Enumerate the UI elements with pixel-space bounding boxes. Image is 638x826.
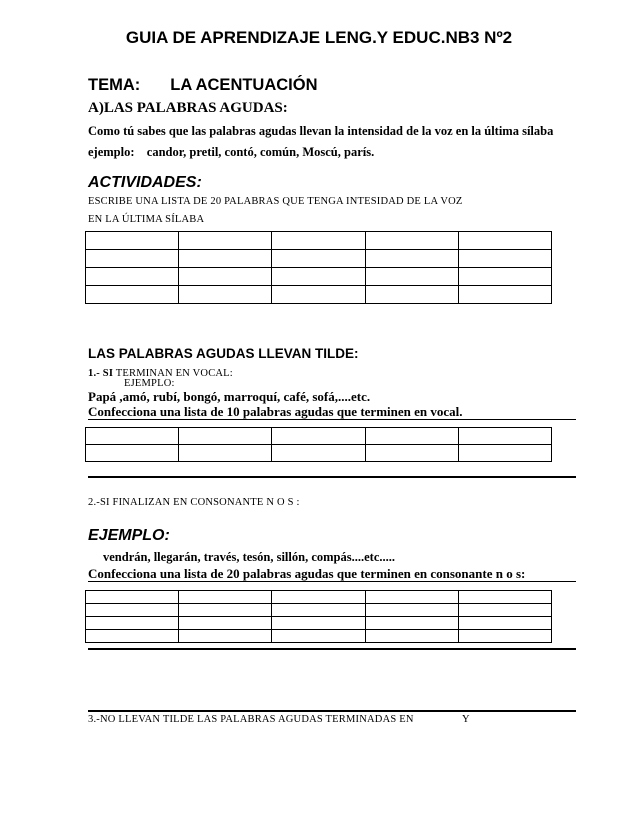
grid-cell[interactable] xyxy=(365,268,458,286)
grid-cell[interactable] xyxy=(365,428,458,445)
page-title: GUIA DE APRENDIZAJE LENG.Y EDUC.NB3 Nº2 xyxy=(125,28,513,47)
grid-cell[interactable] xyxy=(458,232,551,250)
grid-cell[interactable] xyxy=(272,232,365,250)
consonant-examples: vendrán, llegarán, través, tesón, sillón, compás....etc..... xyxy=(103,550,395,564)
grid-row xyxy=(86,604,552,617)
example-label: ejemplo: xyxy=(88,145,135,159)
grid-cell[interactable] xyxy=(458,591,551,604)
grid-cell[interactable] xyxy=(365,445,458,462)
grid-cell[interactable] xyxy=(458,428,551,445)
divider xyxy=(88,710,576,712)
task-vowel: Confecciona una lista de 10 palabras agudas que terminen en vocal. xyxy=(88,404,463,419)
grid-row xyxy=(86,630,552,643)
grid-row xyxy=(86,232,552,250)
grid-cell[interactable] xyxy=(458,268,551,286)
grid-cell[interactable] xyxy=(365,604,458,617)
grid-row xyxy=(86,250,552,268)
grid-cell[interactable] xyxy=(458,286,551,304)
grid-cell[interactable] xyxy=(86,617,179,630)
grid-cell[interactable] xyxy=(458,445,551,462)
grid-cell[interactable] xyxy=(458,630,551,643)
grid-cell[interactable] xyxy=(86,630,179,643)
ejemplo-small: EJEMPLO: xyxy=(124,378,175,389)
section-a-heading: A)LAS PALABRAS AGUDAS: xyxy=(88,100,288,116)
grid-cell[interactable] xyxy=(179,232,272,250)
actividades-instruction-2: EN LA ÚLTIMA SÍLABA xyxy=(88,214,205,225)
grid-cell[interactable] xyxy=(179,428,272,445)
grid-cell[interactable] xyxy=(86,604,179,617)
grid-cell[interactable] xyxy=(179,445,272,462)
word-grid-1 xyxy=(85,231,552,304)
rule-3-letter: Y xyxy=(462,714,470,725)
underline xyxy=(88,419,576,420)
agudas-example xyxy=(88,145,374,160)
divider xyxy=(88,648,576,650)
tema-label: TEMA: xyxy=(88,76,141,94)
grid-cell[interactable] xyxy=(458,250,551,268)
task-consonant: Confecciona una lista de 20 palabras agudas que terminen en consonante n o s: xyxy=(88,566,526,581)
grid-cell[interactable] xyxy=(179,250,272,268)
grid-cell[interactable] xyxy=(179,591,272,604)
grid-cell[interactable] xyxy=(272,428,365,445)
grid-cell[interactable] xyxy=(272,591,365,604)
rule-1-text: TERMINAN EN VOCAL: xyxy=(115,368,233,379)
tilde-heading: LAS PALABRAS AGUDAS LLEVAN TILDE: xyxy=(88,346,359,361)
grid-cell[interactable] xyxy=(86,591,179,604)
grid-cell[interactable] xyxy=(179,630,272,643)
word-grid-3 xyxy=(85,590,552,643)
grid-cell[interactable] xyxy=(365,286,458,304)
divider xyxy=(88,476,576,478)
tema-value: LA ACENTUACIÓN xyxy=(170,76,318,94)
grid-cell[interactable] xyxy=(458,617,551,630)
grid-row xyxy=(86,268,552,286)
grid-cell[interactable] xyxy=(272,617,365,630)
underline xyxy=(88,581,576,582)
actividades-heading: ACTIVIDADES: xyxy=(88,174,202,191)
grid-cell[interactable] xyxy=(458,604,551,617)
grid-row xyxy=(86,428,552,445)
grid-cell[interactable] xyxy=(86,268,179,286)
vowel-examples: Papá ,amó, rubí, bongó, marroquí, café, sofá,....etc. xyxy=(88,389,371,404)
ejemplo-heading: EJEMPLO: xyxy=(88,527,170,544)
example-words: candor, pretil, contó, común, Moscú, parís. xyxy=(146,145,375,159)
actividades-instruction-1: ESCRIBE UNA LISTA DE 20 PALABRAS QUE TENGA INTESIDAD DE LA VOZ xyxy=(88,196,463,207)
grid-cell[interactable] xyxy=(272,604,365,617)
rule-3: 3.-NO LLEVAN TILDE LAS PALABRAS AGUDAS TERMINADAS EN xyxy=(88,714,414,725)
rule-1-prefix: 1.- SI xyxy=(88,368,114,379)
agudas-definition: Como tú sabes que las palabras agudas llevan la intensidad de la voz en la última sílaba xyxy=(88,124,554,138)
grid-row xyxy=(86,617,552,630)
grid-cell[interactable] xyxy=(86,250,179,268)
word-grid-2 xyxy=(85,427,552,462)
grid-cell[interactable] xyxy=(365,591,458,604)
grid-cell[interactable] xyxy=(365,630,458,643)
grid-cell[interactable] xyxy=(365,232,458,250)
grid-cell[interactable] xyxy=(86,428,179,445)
grid-cell[interactable] xyxy=(86,445,179,462)
grid-cell[interactable] xyxy=(86,286,179,304)
grid-cell[interactable] xyxy=(179,604,272,617)
grid-cell[interactable] xyxy=(365,617,458,630)
grid-cell[interactable] xyxy=(179,268,272,286)
grid-row xyxy=(86,286,552,304)
grid-cell[interactable] xyxy=(179,286,272,304)
grid-cell[interactable] xyxy=(272,630,365,643)
tema-line xyxy=(88,76,318,95)
grid-row xyxy=(86,591,552,604)
grid-cell[interactable] xyxy=(86,232,179,250)
grid-cell[interactable] xyxy=(272,445,365,462)
grid-cell[interactable] xyxy=(272,250,365,268)
rule-2: 2.-SI FINALIZAN EN CONSONANTE N O S : xyxy=(88,497,300,508)
grid-row xyxy=(86,445,552,462)
grid-cell[interactable] xyxy=(272,268,365,286)
grid-cell[interactable] xyxy=(272,286,365,304)
grid-cell[interactable] xyxy=(365,250,458,268)
grid-cell[interactable] xyxy=(179,617,272,630)
